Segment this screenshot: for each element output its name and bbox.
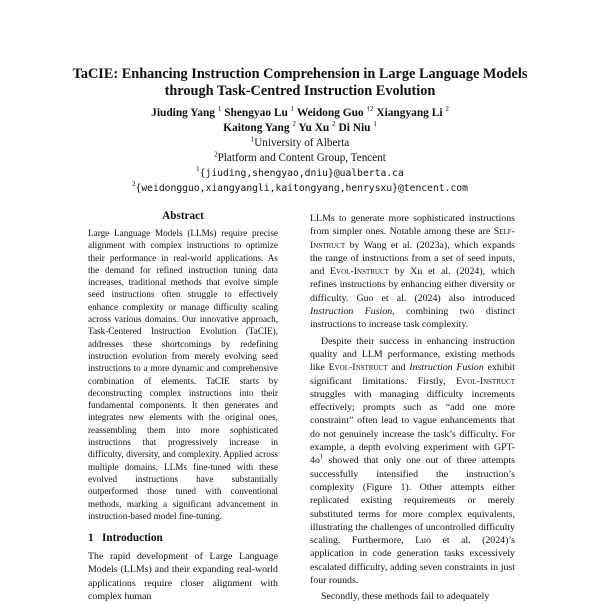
author-names-line-1 xyxy=(40,106,560,121)
affiliation-mark: 2 xyxy=(214,150,218,159)
email-line-2 xyxy=(40,181,560,196)
left-column xyxy=(88,210,278,603)
abstract-heading: Abstract xyxy=(162,210,204,222)
author-affiliation-mark: 2 xyxy=(292,120,296,129)
body-paragraph-2 xyxy=(310,335,515,588)
author-affiliation-mark: 1 xyxy=(373,120,377,129)
author-name: Yu Xu xyxy=(298,122,330,134)
text-run: Despite their success in enhancing instruction quality and LLM performance, existing methods like xyxy=(310,335,515,374)
author-name: Di Niu xyxy=(338,122,371,134)
text-run: struggles with managing difficulty increments effectively; prompts such as “add one more constraint” often lead to vague enhancements that do not genuinely increase the task’s difficulty. For example, a depth evolving experiment with GPT-4o xyxy=(310,388,515,467)
affiliation-2 xyxy=(40,151,560,166)
text-run: LLMs to generate more sophisticated instructions from simpler ones. Notable among these are xyxy=(310,213,515,238)
affiliation-text: University of Alberta xyxy=(254,137,350,149)
text-run: by Wang et al. (2023a), which expands the range of instructions from a set of seed inputs, and xyxy=(310,239,515,278)
method-name: Instruction Fusion xyxy=(310,306,393,318)
text-run: by Xu et al. (2024), which refines instructions by enhancing either diversity or difficulty. Guo et al. (2024) also introduced xyxy=(310,266,515,304)
author-affiliation-mark: †2 xyxy=(366,105,374,114)
email-line-1 xyxy=(40,166,560,181)
body-paragraph-3: Secondly, these methods fail to adequately xyxy=(321,591,490,603)
author-name: Xiangyang Li xyxy=(376,107,443,119)
method-name: Evol-Instruct xyxy=(456,375,515,387)
paper-title xyxy=(40,66,560,100)
text-run: exhibit significant limitations. Firstly, xyxy=(310,362,516,387)
method-name: Instruction Fusion xyxy=(409,362,484,374)
introduction-paragraph: The rapid development of Large Language Models (LLMs) and their expanding real-world applications require closer alignment with complex human xyxy=(88,551,278,603)
email-text: {jiuding,shengyao,dniu}@ualberta.ca xyxy=(199,168,404,179)
abstract-text: Large Language Models (LLMs) require precise alignment with complex instructions to optimize their performance in real-world applications. As the demand for refined instruction tuning data increases, traditional methods that evolve simple seed instructions often struggle to effectively enhance complexity or manage difficulty scaling across various domains. Our innovative approach, Task-Centered Instruction Evolution (TaCIE), addresses these shortcomings by redefining instruction evolution from merely evolving seed instructions to a more dynamic and comprehensive combination of elements. TaCIE starts by deconstructing complex instructions into their fundamental components. It then generates and integrates new elements with the original ones, reassembling them into more sophisticated instructions that progressively increase in difficulty, diversity, and complexity. Applied across multiple domains, LLMs fine-tuned with these evolved instructions have substantially outperformed those tuned with conventional methods, marking a significant advancement in instruction-based model fine-tuning. xyxy=(88,228,278,521)
email-text: {weidongguo,xiangyangli,kaitongyang,henrysxu}@tencent.com xyxy=(135,183,468,194)
method-name: Evol-Instruct xyxy=(330,266,389,278)
text-run: and xyxy=(387,362,410,374)
affiliation-mark: 1 xyxy=(250,135,255,144)
right-column xyxy=(310,212,515,604)
method-name: Self-Instruct xyxy=(310,226,515,251)
affiliation-text: Platform and Content Group, Tencent xyxy=(217,152,386,164)
author-affiliation-mark: 1 xyxy=(290,105,295,114)
footnote-mark: 1 xyxy=(319,453,324,462)
author-affiliation-mark: 1 xyxy=(217,105,222,114)
author-name: Shengyao Lu xyxy=(224,107,288,119)
author-name: Jiuding Yang xyxy=(151,107,215,119)
affiliation-mark: 2 xyxy=(132,180,136,189)
section-title: Introduction xyxy=(102,532,163,545)
text-run: , combining two distinct instructions to increase task complexity. xyxy=(310,306,515,331)
title-line-2: through Task-Centred Instruction Evolution xyxy=(164,83,436,99)
author-name: Kaitong Yang xyxy=(223,122,290,134)
method-name: Evol-Instruct xyxy=(328,362,388,374)
author-name: Weidong Guo xyxy=(296,107,364,119)
body-paragraph-1 xyxy=(310,212,515,332)
introduction-heading xyxy=(88,532,278,544)
author-affiliation-mark: 2 xyxy=(332,120,336,129)
text-run: showed that only one out of three attempts successfully intensified the instruction’s complexity (Figure 1). Other attempts either replicated existing requirements or merely substituted terms for more complex equivalents, illustrating the challenges of uncontrolled difficulty scaling. Furthermore, Luo et al. (2024)’s application in code generation tasks excessively escalated difficulty, adding seven constraints in just four rounds. xyxy=(310,455,515,587)
author-block xyxy=(40,106,560,196)
title-line-1: TaCIE: Enhancing Instruction Comprehension in Large Language Models xyxy=(72,66,528,82)
author-affiliation-mark: 2 xyxy=(445,105,449,114)
affiliation-1 xyxy=(40,136,560,151)
affiliation-mark: 1 xyxy=(196,165,200,174)
author-names-line-2 xyxy=(40,121,560,136)
section-number: 1 xyxy=(88,532,94,545)
